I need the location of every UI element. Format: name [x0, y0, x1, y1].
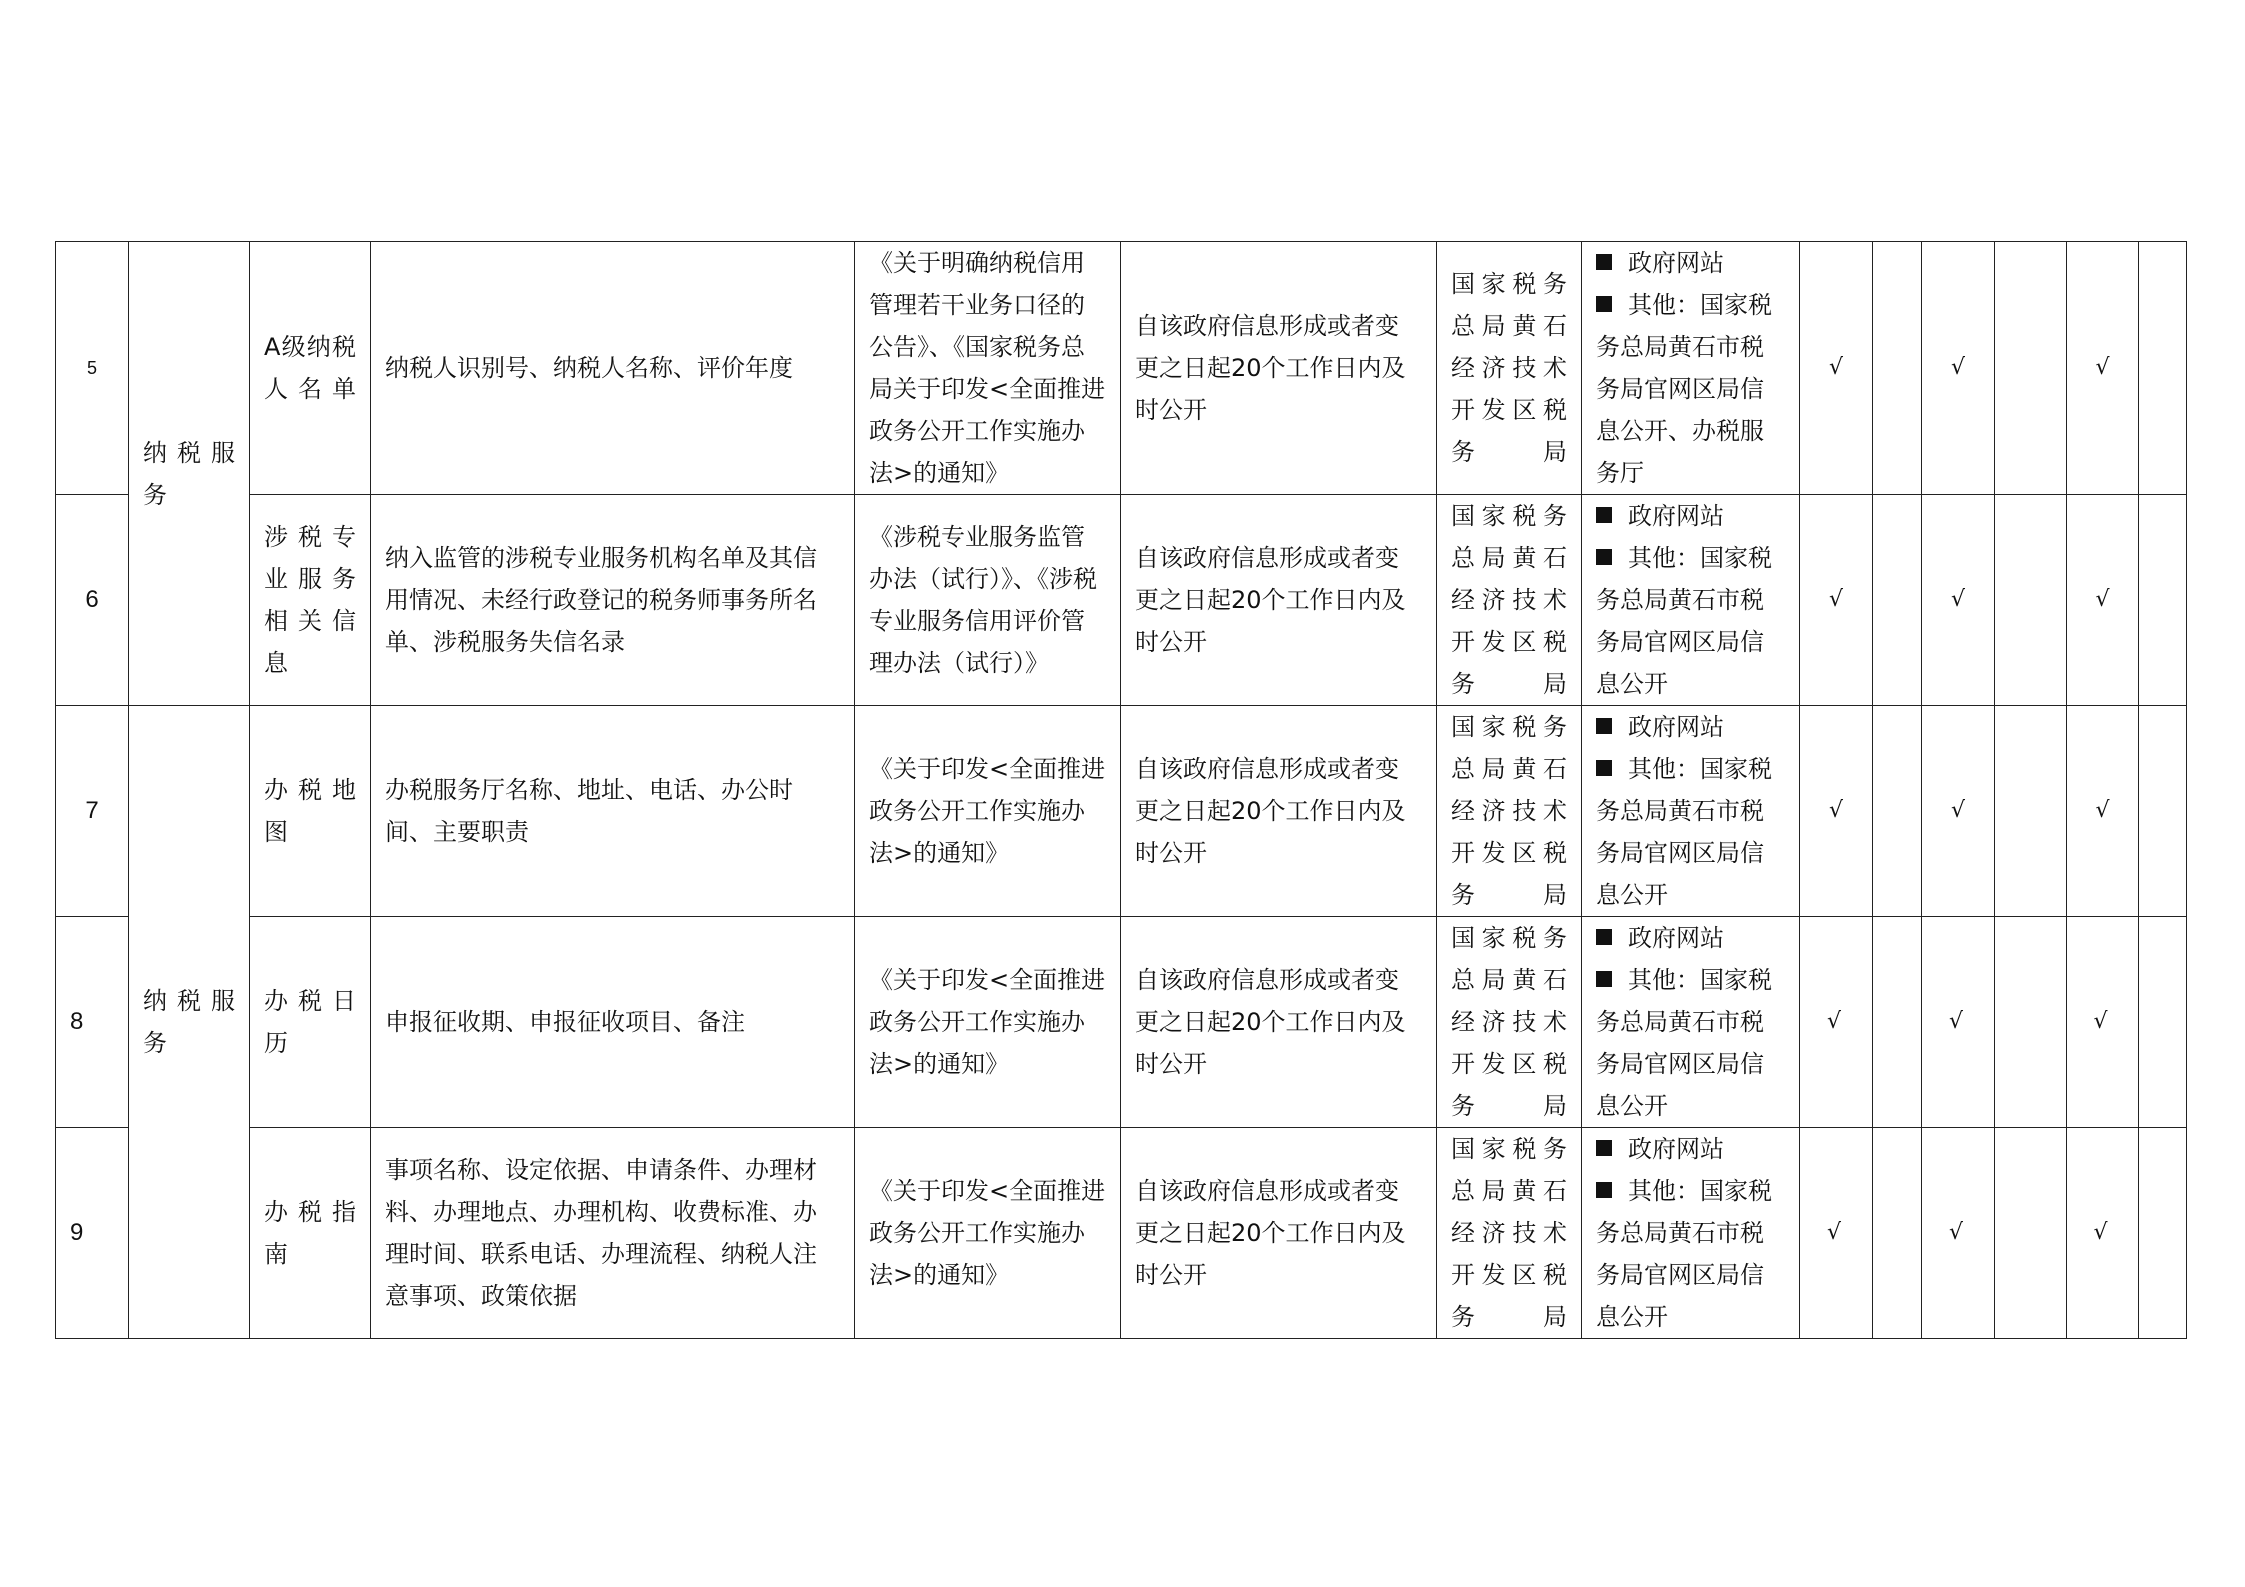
channel-item: 其他：国家税务总局黄石市税务局官网区局信息公开、办税服务厅: [1596, 291, 1772, 487]
check-mark: √: [1800, 242, 1873, 495]
channels: [1582, 242, 1800, 495]
item-content: 申报征收期、申报征收项目、备注: [371, 917, 855, 1128]
channel-item: 政府网站: [1596, 1128, 1785, 1170]
empty-cell: [1873, 495, 1922, 706]
agency: 国家税务总局黄石经济技术开发区税务局: [1437, 1128, 1582, 1339]
check-mark: √: [2067, 917, 2139, 1128]
check-mark: √: [1922, 495, 1995, 706]
item-content: 纳入监管的涉税专业服务机构名单及其信用情况、未经行政登记的税务师事务所名单、涉税服务失信名录: [371, 495, 855, 706]
time-limit: 自该政府信息形成或者变更之日起20个工作日内及时公开: [1121, 242, 1437, 495]
empty-cell: [1873, 1128, 1922, 1339]
legal-basis: 《关于印发<全面推进政务公开工作实施办法>的通知》: [855, 1128, 1121, 1339]
empty-cell: [1995, 495, 2067, 706]
empty-cell: [1873, 917, 1922, 1128]
square-bullet-icon: [1596, 507, 1612, 523]
channel-item: 其他：国家税务总局黄石市税务局官网区局信息公开: [1596, 1177, 1772, 1331]
row-number: 6: [56, 495, 129, 706]
table-row: [56, 917, 2187, 1128]
channels: [1582, 495, 1800, 706]
agency: 国家税务总局黄石经济技术开发区税务局: [1437, 495, 1582, 706]
category-cell: 纳 税 服 务: [129, 706, 250, 1339]
square-bullet-icon: [1596, 1182, 1612, 1198]
item-name: 涉税专业服务相关信息: [250, 495, 371, 706]
check-mark: √: [2067, 242, 2139, 495]
legal-basis: 《关于印发<全面推进政务公开工作实施办法>的通知》: [855, 917, 1121, 1128]
check-mark: √: [1800, 495, 1873, 706]
empty-cell: [2139, 1128, 2187, 1339]
channel-item: 政府网站: [1596, 495, 1785, 537]
empty-cell: [1995, 706, 2067, 917]
channels: [1582, 706, 1800, 917]
row-number: 5: [56, 242, 129, 495]
table-row: [56, 706, 2187, 917]
legal-basis: 《涉税专业服务监管办法（试行）》、《涉税专业服务信用评价管理办法（试行）》: [855, 495, 1121, 706]
square-bullet-icon: [1596, 296, 1612, 312]
check-mark: √: [1922, 242, 1995, 495]
channel-item: 政府网站: [1596, 917, 1785, 959]
empty-cell: [1995, 1128, 2067, 1339]
check-mark: √: [1800, 917, 1873, 1128]
agency: 国家税务总局黄石经济技术开发区税务局: [1437, 706, 1582, 917]
table-row: [56, 242, 2187, 495]
square-bullet-icon: [1596, 1140, 1612, 1156]
empty-cell: [1873, 706, 1922, 917]
square-bullet-icon: [1596, 760, 1612, 776]
square-bullet-icon: [1596, 718, 1612, 734]
square-bullet-icon: [1596, 971, 1612, 987]
channel-item: 其他：国家税务总局黄石市税务局官网区局信息公开: [1596, 966, 1772, 1120]
square-bullet-icon: [1596, 254, 1612, 270]
check-mark: √: [1922, 1128, 1995, 1339]
legal-basis: 《关于印发<全面推进政务公开工作实施办法>的通知》: [855, 706, 1121, 917]
time-limit: 自该政府信息形成或者变更之日起20个工作日内及时公开: [1121, 495, 1437, 706]
check-mark: √: [2067, 495, 2139, 706]
check-mark: √: [1800, 706, 1873, 917]
disclosure-table: [55, 241, 2187, 1339]
item-content: 办税服务厅名称、地址、电话、办公时间、主要职责: [371, 706, 855, 917]
item-name: 办税日历: [250, 917, 371, 1128]
empty-cell: [2139, 706, 2187, 917]
time-limit: 自该政府信息形成或者变更之日起20个工作日内及时公开: [1121, 917, 1437, 1128]
item-content: 事项名称、设定依据、申请条件、办理材料、办理地点、办理机构、收费标准、办理时间、联系电话、办理流程、纳税人注意事项、政策依据: [371, 1128, 855, 1339]
square-bullet-icon: [1596, 929, 1612, 945]
square-bullet-icon: [1596, 549, 1612, 565]
time-limit: 自该政府信息形成或者变更之日起20个工作日内及时公开: [1121, 706, 1437, 917]
channels: [1582, 1128, 1800, 1339]
empty-cell: [2139, 495, 2187, 706]
item-name: 办税指南: [250, 1128, 371, 1339]
row-number: 7: [56, 706, 129, 917]
empty-cell: [1995, 917, 2067, 1128]
check-mark: √: [1800, 1128, 1873, 1339]
legal-basis: 《关于明确纳税信用管理若干业务口径的公告》、《国家税务总局关于印发<全面推进政务公开工作实施办法>的通知》: [855, 242, 1121, 495]
channel-item: 其他：国家税务总局黄石市税务局官网区局信息公开: [1596, 544, 1772, 698]
item-content: 纳税人识别号、纳税人名称、评价年度: [371, 242, 855, 495]
check-mark: √: [1922, 706, 1995, 917]
table-row: [56, 1128, 2187, 1339]
empty-cell: [2139, 242, 2187, 495]
empty-cell: [1873, 242, 1922, 495]
check-mark: √: [1922, 917, 1995, 1128]
row-number: 9: [56, 1128, 129, 1339]
channel-item: 其他：国家税务总局黄石市税务局官网区局信息公开: [1596, 755, 1772, 909]
agency: 国家税务总局黄石经济技术开发区税务局: [1437, 917, 1582, 1128]
item-name: A级纳税人名单: [250, 242, 371, 495]
channel-item: 政府网站: [1596, 706, 1785, 748]
agency: 国家税务总局黄石经济技术开发区税务局: [1437, 242, 1582, 495]
category-cell: 纳 税 服 务: [129, 242, 250, 706]
check-mark: √: [2067, 706, 2139, 917]
channel-item: 政府网站: [1596, 242, 1785, 284]
row-number: 8: [56, 917, 129, 1128]
check-mark: √: [2067, 1128, 2139, 1339]
channels: [1582, 917, 1800, 1128]
empty-cell: [2139, 917, 2187, 1128]
empty-cell: [1995, 242, 2067, 495]
table-row: [56, 495, 2187, 706]
time-limit: 自该政府信息形成或者变更之日起20个工作日内及时公开: [1121, 1128, 1437, 1339]
item-name: 办税地图: [250, 706, 371, 917]
